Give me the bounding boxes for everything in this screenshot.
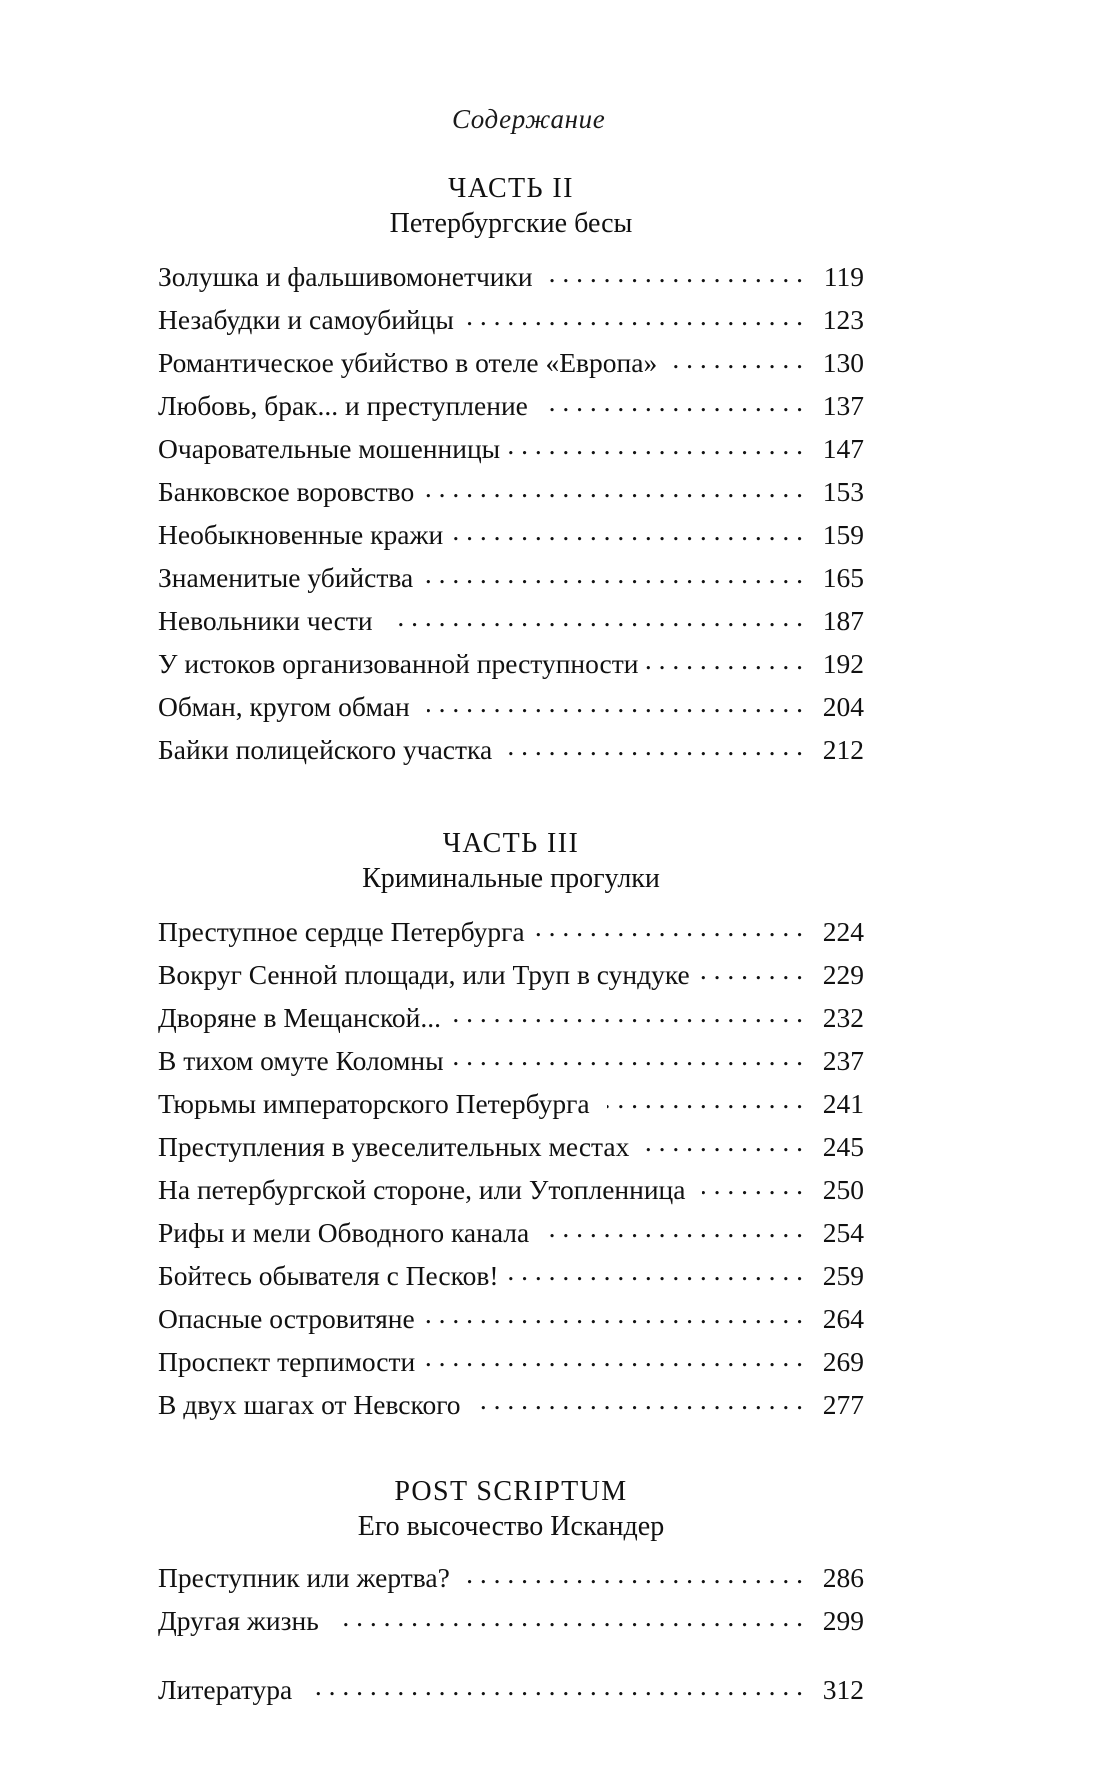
toc-entry[interactable] <box>158 1128 864 1171</box>
toc-entry-page: 299 <box>822 1605 864 1637</box>
toc-entry-page: 245 <box>822 1130 864 1162</box>
toc-entry-title: На петербургской стороне, или Утопленница <box>158 1173 686 1205</box>
toc-entry[interactable] <box>158 1257 864 1300</box>
toc-entry[interactable] <box>158 732 864 775</box>
toc-entry-page: 137 <box>822 390 864 422</box>
dot-leader <box>478 1386 803 1414</box>
toc-entry-page: 237 <box>822 1044 864 1076</box>
toc-entry-page: 212 <box>822 734 864 766</box>
toc-entry[interactable] <box>158 1343 864 1386</box>
toc-entry-list <box>158 1560 864 1646</box>
toc-entry[interactable] <box>158 1603 864 1646</box>
toc-entry-title: Бойтесь обывателя с Песков! <box>158 1259 499 1291</box>
toc-entry-page: 187 <box>822 605 864 637</box>
toc-entry[interactable] <box>158 1560 864 1603</box>
toc-entry[interactable] <box>158 431 864 474</box>
toc-entry-title: Проспект терпимости <box>158 1345 416 1377</box>
toc-entry[interactable] <box>158 913 864 956</box>
toc-entry-page: 254 <box>822 1216 864 1248</box>
toc-entry-title: Золушка и фальшивомонетчики <box>158 261 533 293</box>
toc-entry-title: Преступное сердце Петербурга <box>158 915 525 947</box>
section-heading <box>158 1475 864 1544</box>
section-heading <box>158 827 864 896</box>
dot-leader <box>532 913 803 941</box>
dot-leader <box>545 388 803 416</box>
toc-entry-page: 147 <box>822 433 864 465</box>
dot-leader <box>427 689 803 717</box>
dot-leader <box>540 259 803 287</box>
toc-entry-page: 130 <box>822 347 864 379</box>
section-label: ЧАСТЬ II <box>448 173 574 204</box>
toc-entry-page: 259 <box>822 1259 864 1291</box>
toc-entry-page: 269 <box>822 1345 864 1377</box>
dot-leader <box>421 474 803 502</box>
toc-entry[interactable] <box>158 689 864 732</box>
toc-entry-title: Обман, кругом обман <box>158 691 410 723</box>
toc-entry[interactable] <box>158 560 864 603</box>
dot-leader <box>646 1128 803 1156</box>
toc-entry-page: 286 <box>822 1562 864 1594</box>
running-head: Содержание <box>452 104 606 134</box>
toc-entry-title: Преступления в увеселительных местах <box>158 1130 630 1162</box>
toc-entry-page: 159 <box>822 519 864 551</box>
dot-leader <box>448 999 803 1027</box>
toc-entry-page: 224 <box>822 915 864 947</box>
toc-entry-title: Незабудки и самоубийцы <box>158 304 454 336</box>
toc-entry-title: Преступник или жертва? <box>158 1562 450 1594</box>
toc-entry[interactable] <box>158 259 864 302</box>
toc-entry[interactable] <box>158 999 864 1042</box>
toc-entry-title: Байки полицейского участка <box>158 734 493 766</box>
toc-entry[interactable] <box>158 1042 864 1085</box>
toc-entry-page: 312 <box>822 1674 864 1706</box>
dot-leader <box>702 1171 803 1199</box>
toc-entry-title: Романтическое убийство в отеле «Европа» <box>158 347 658 379</box>
dot-leader <box>390 603 803 631</box>
toc-entry[interactable] <box>158 302 864 345</box>
toc-entry-page: 119 <box>823 261 864 293</box>
toc-entry[interactable] <box>158 1214 864 1257</box>
toc-entry[interactable] <box>158 345 864 388</box>
section-title: Петербургские бесы <box>389 208 633 240</box>
dot-leader <box>309 1672 803 1700</box>
toc-entry-title: В тихом омуте Коломны <box>158 1044 444 1076</box>
toc-entry-page: 241 <box>822 1087 864 1119</box>
table-of-contents <box>158 168 864 1715</box>
toc-entry[interactable] <box>158 474 864 517</box>
dot-leader <box>506 1257 804 1285</box>
dot-leader <box>546 1214 803 1242</box>
toc-entry-title: Очаровательные мошенницы <box>158 433 501 465</box>
section-label: POST SCRIPTUM <box>394 1476 628 1508</box>
dot-leader <box>499 732 803 760</box>
toc-entry[interactable] <box>158 1386 864 1429</box>
toc-entry[interactable] <box>158 1171 864 1214</box>
toc-entry-page: 229 <box>822 958 864 990</box>
toc-entry[interactable] <box>158 603 864 646</box>
toc-entry-title: Вокруг Сенной площади, или Труп в сундуке <box>158 958 690 990</box>
toc-entry-page: 277 <box>822 1388 864 1420</box>
toc-entry[interactable] <box>158 517 864 560</box>
toc-entry-page: 264 <box>822 1302 864 1334</box>
toc-entry[interactable] <box>158 956 864 999</box>
dot-leader <box>422 1300 803 1328</box>
toc-entry-title: Другая жизнь <box>158 1605 319 1637</box>
toc-entry-list <box>158 913 864 1429</box>
dot-leader <box>451 1042 803 1070</box>
section-title: Его высочество Искандер <box>357 1511 665 1543</box>
toc-entry[interactable] <box>158 646 864 689</box>
toc-entry-title: Любовь, брак... и преступление <box>158 390 528 422</box>
toc-entry-page: 123 <box>822 304 864 336</box>
dot-leader <box>697 956 803 984</box>
toc-section-back-matter <box>158 1672 864 1715</box>
toc-entry-title: Рифы и мели Обводного канала <box>158 1216 530 1248</box>
dot-leader <box>420 560 803 588</box>
toc-entry-page: 153 <box>822 476 864 508</box>
toc-entry-list <box>158 259 864 775</box>
toc-entry[interactable] <box>158 1672 864 1715</box>
toc-entry[interactable] <box>158 1300 864 1343</box>
toc-entry-page: 250 <box>822 1173 864 1205</box>
dot-leader <box>461 302 803 330</box>
toc-entry-title: Знаменитые убийства <box>158 562 414 594</box>
dot-leader <box>607 1085 803 1113</box>
toc-entry[interactable] <box>158 388 864 431</box>
toc-entry-page: 204 <box>822 691 864 723</box>
section-label: ЧАСТЬ III <box>442 827 580 859</box>
toc-entry-title: Необыкновенные кражи <box>158 519 444 551</box>
dot-leader <box>507 431 803 459</box>
toc-section-post-scriptum <box>158 1429 864 1646</box>
dot-leader <box>646 646 804 674</box>
toc-entry-title: Литература <box>158 1674 293 1706</box>
toc-section-part-3 <box>158 775 864 1430</box>
toc-entry-title: Невольники чести <box>158 605 373 637</box>
toc-entry-page: 192 <box>822 648 864 680</box>
toc-section-part-2 <box>158 168 864 775</box>
dot-leader <box>467 1560 803 1588</box>
toc-entry-title: У истоков организованной преступности <box>158 648 639 680</box>
dot-leader <box>450 517 803 545</box>
section-heading <box>158 172 864 241</box>
toc-entry-title: В двух шагах от Невского <box>158 1388 461 1420</box>
dot-leader <box>664 345 803 373</box>
toc-entry-title: Опасные островитяне <box>158 1302 415 1334</box>
dot-leader <box>336 1603 803 1631</box>
toc-entry-title: Банковское воровство <box>158 476 415 508</box>
toc-entry-page: 232 <box>822 1001 864 1033</box>
dot-leader <box>422 1343 803 1371</box>
toc-entry-page: 165 <box>822 562 864 594</box>
section-title: Криминальные прогулки <box>362 862 660 894</box>
toc-entry-title: Тюрьмы императорского Петербурга <box>158 1087 590 1119</box>
toc-entry[interactable] <box>158 1085 864 1128</box>
toc-entry-title: Дворяне в Мещанской... <box>158 1001 442 1033</box>
